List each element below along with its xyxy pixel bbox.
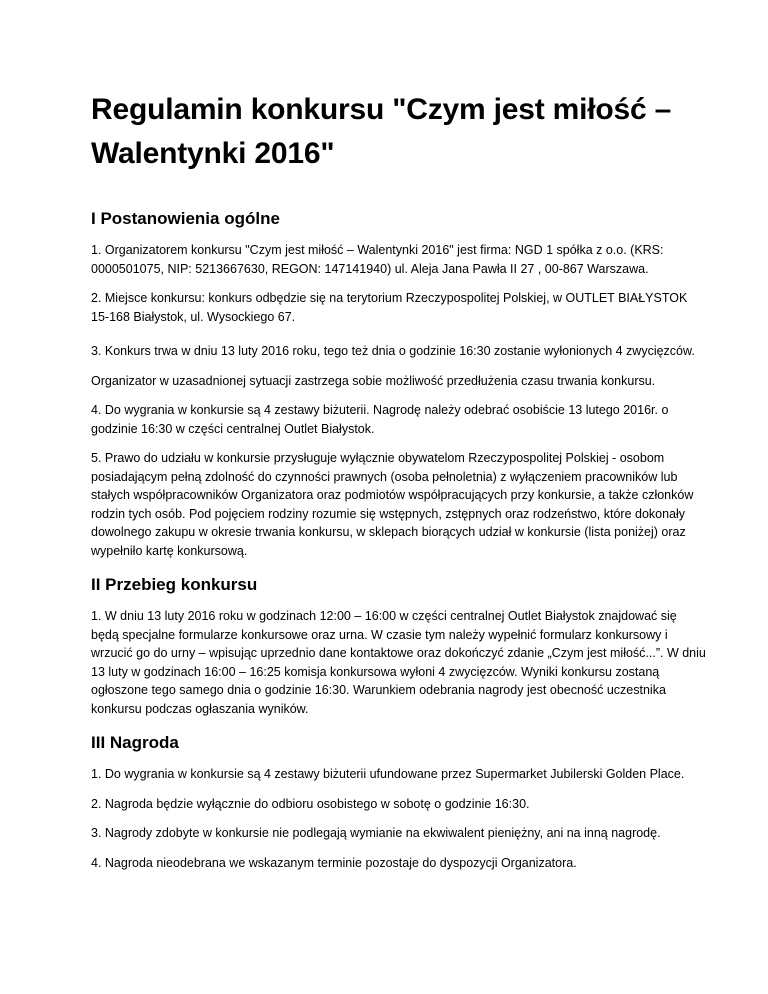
section-heading: III Nagroda (91, 733, 179, 752)
paragraph: 3. Konkurs trwa w dniu 13 luty 2016 roku, tego też dnia o godzinie 16:30 zostanie wyłonionych 4 zwycięzców. (91, 344, 695, 358)
section-postanowienia-ogolne (91, 208, 708, 560)
section-przebieg-konkursu (91, 574, 708, 718)
paragraph: 3. Nagrody zdobyte w konkursie nie podlegają wymianie na ekwiwalent pieniężny, ani na inną nagrodę. (91, 826, 661, 840)
paragraph: Organizator w uzasadnionej sytuacji zastrzega sobie możliwość przedłużenia czasu trwania konkursu. (91, 373, 656, 388)
section-heading: II Przebieg konkursu (91, 575, 258, 594)
paragraph: 5. Prawo do udziału w konkursie przysługuje wyłącznie obywatelom Rzeczypospolitej Polskiej - osobom posiadającym pełną zdolność do czynności prawnych (osoba pełnoletnia) z wyłączeniem pracowników lub stałych współpracowników Organizatora oraz podmiotów współpracujących przy konkursie, a także członków rodzin tych osób. Pod pojęciem rodziny rozumie się wstępnych, zstępnych oraz rodzeństwo, które dokonały dowolnego zakupu w okresie trwania konkursu, w sklepach biorących udział w konkursie (lista poniżej) oraz wypełniło kartę konkursową. (91, 451, 694, 558)
paragraph: 2. Miejsce konkursu: konkurs odbędzie się na terytorium Rzeczypospolitej Polskiej, w OUTLET BIAŁYSTOK 15-168 Białystok, ul. Wysockiego 67. (91, 291, 688, 324)
paragraph: 4. Nagroda nieodebrana we wskazanym terminie pozostaje do dyspozycji Organizatora. (91, 855, 577, 870)
paragraph: 1. Organizatorem konkursu "Czym jest miłość – Walentynki 2016" jest firma: NGD 1 spółka z o.o. (KRS: 0000501075, NIP: 5213667630, REGON: 147141940) ul. Aleja Jana Pawła II 27 , 00-867 Warszawa. (91, 243, 664, 276)
paragraph: 1. Do wygrania w konkursie są 4 zestawy biżuterii ufundowane przez Supermarket Jubilerski Golden Place. (91, 767, 685, 781)
section-nagroda (91, 732, 708, 872)
document-title: Regulamin konkursu "Czym jest miłość – Walentynki 2016" (91, 93, 672, 170)
paragraph: 1. W dniu 13 luty 2016 roku w godzinach 12:00 – 16:00 w części centralnej Outlet Białystok znajdować się będą specjalne formularze konkursowe oraz urna. W czasie tym należy wypełnić formularz konkursowy i wrzucić go do urny – wpisując uprzednio dane kontaktowe oraz dokończyć zdanie „Czym jest miłość...”. W dniu 13 luty w godzinach 16:00 – 16:25 komisja konkursowa wyłoni 4 zwycięzców. Wyniki konkursu zostaną ogłoszone tego samego dnia o godzinie 16:30. Warunkiem odebrania nagrody jest obecność uczestnika konkursu podczas ogłaszania wyników. (91, 609, 706, 716)
paragraph: 2. Nagroda będzie wyłącznie do odbioru osobistego w sobotę o godzinie 16:30. (91, 796, 530, 811)
paragraph: 4. Do wygrania w konkursie są 4 zestawy biżuterii. Nagrodę należy odebrać osobiście 13 lutego 2016r. o godzinie 16:30 w części centralnej Outlet Białystok. (91, 403, 669, 436)
section-heading: I Postanowienia ogólne (91, 209, 280, 228)
